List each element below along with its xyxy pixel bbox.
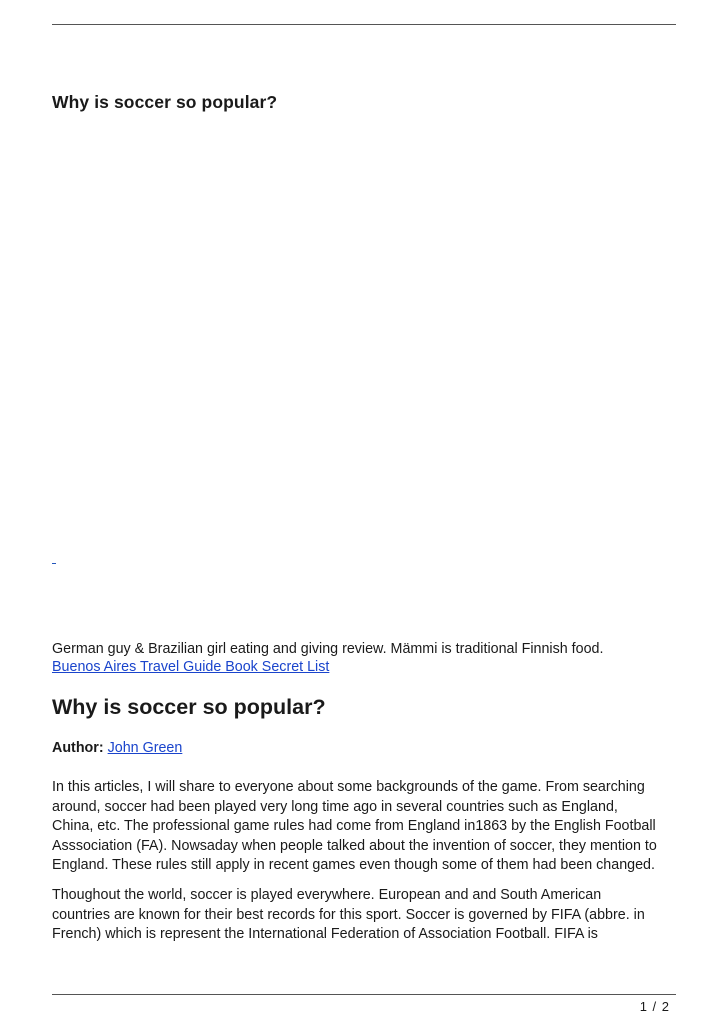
author-label: Author: [52, 740, 104, 756]
paragraph-line: French) which is represent the International Federation of Association Football. FIFA is [52, 926, 598, 943]
article-paragraph [52, 886, 678, 945]
article-paragraph [52, 778, 678, 876]
paragraph-line: Thoughout the world, soccer is played everywhere. European and and South American [52, 887, 602, 903]
author-line [52, 739, 182, 758]
video-caption: German guy & Brazilian girl eating and giving review. Mämmi is traditional Finnish food. [52, 641, 604, 657]
page-header-title: Why is soccer so popular? [52, 92, 278, 112]
paragraph-line: England. These rules still apply in recent games even though some of them had been changed. [52, 857, 655, 874]
page-number: 1 / 2 [639, 999, 670, 1014]
embedded-video-placeholder[interactable] [52, 563, 56, 564]
paragraph-line: In this articles, I will share to everyone about some backgrounds of the game. From searching [52, 779, 645, 795]
footer-divider [52, 994, 676, 995]
travel-guide-link[interactable]: Buenos Aires Travel Guide Book Secret List [52, 659, 330, 675]
travel-guide-link-container [52, 658, 329, 677]
article-title: Why is soccer so popular? [52, 695, 326, 719]
paragraph-line: countries are known for their best records for this sport. Soccer is governed by FIFA (abbre. in [52, 906, 645, 923]
author-link[interactable]: John Green [107, 740, 183, 756]
paragraph-line: China, etc. The professional game rules had come from England in1863 by the English Football [52, 818, 656, 835]
paragraph-line: around, soccer had been played very long time ago in several countries such as England, [52, 798, 618, 815]
header-divider [52, 24, 676, 25]
paragraph-line: Asssociation (FA). Nowsaday when people talked about the invention of soccer, they mention to [52, 837, 657, 854]
